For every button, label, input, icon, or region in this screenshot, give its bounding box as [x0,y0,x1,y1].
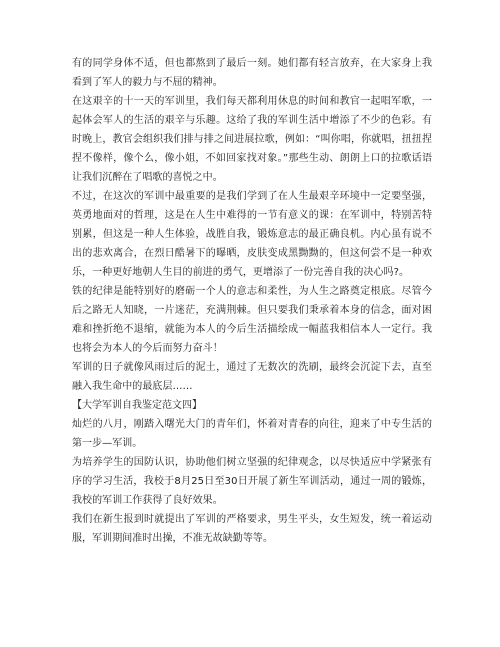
paragraph-1: 有的同学身体不适，但也都熬到了最后一刻。她们都有轻言放弃，在大家身上我看到了军人的毅力与不屈的精神。 [72,58,432,88]
document-page [72,54,432,548]
paragraph-2: 在这艰辛的十一天的军训里，我们每天都利用休息的时间和教官一起唱军歌，一起体会军人的生活的艰辛与乐趣。这给了我的军训生活中增添了不少的色彩。有时晚上，教官会组织我们排与排之间进展拉歌，例如：“叫你唱，你就唱，扭扭捏捏不像样，像个么，像小姐，不如回家找对象。”那些生动、朗朗上口的拉歌话语让我们沉醉在了唱歌的喜悦之中。 [72,96,432,183]
section-heading: 【大学军训自我鉴定范文四】 [72,400,202,411]
paragraph-6: 灿烂的八月，刚踏入曙光大门的青年们，怀着对青春的向往，迎来了中专生活的第一步—军训。 [72,419,432,449]
paragraph-4: 铁的纪律是能特别好的磨砺一个人的意志和柔性，为人生之路奠定根底。尽管今后之路无人知晓，一片迷茫，充满荆棘。但只要我们秉承着本身的信念，面对困难和挫折绝不退缩，就能为本人的今后生活描绘成一幅蓝我相信本人一定行。我也将会为本人的今后而努力奋斗！ [72,286,432,354]
paragraph-3: 不过，在这次的军训中最重要的是我们学到了在人生最艰辛环境中一定要坚强，英勇地面对的哲理，这是在人生中难得的一节有意义的课：在军训中，特别苦特别累，但这是一种人生体验，战胜自我，锻炼意志的最正确良机。内心虽有说不出的悲欢离合，在烈日酷暑下的曝晒，皮肤变成黑黝黝的，但这何尝不是一种欢乐，一种更好地朝人生目的前进的勇气，更增添了一份完善自我的决心吗?。 [72,191,432,278]
paragraph-5: 军训的日子就像风雨过后的泥土，通过了无数次的洗刷，最终会沉淀下去，直至融入我生命中的最底层…… [72,362,432,392]
paragraph-7: 为培养学生的国防认识，协助他们树立坚强的纪律观念，以尽快适应中学紧张有序的学习生活，我校于8月25日至30日开展了新生军训活动，通过一周的锻炼，我校的军训工作获得了良好效果。 [72,457,432,506]
paragraph-8: 我们在新生报到时就提出了军训的严格要求，男生平头，女生短发，统一着运动服，军训期间准时出操，不准无故缺勤等等。 [72,514,432,544]
